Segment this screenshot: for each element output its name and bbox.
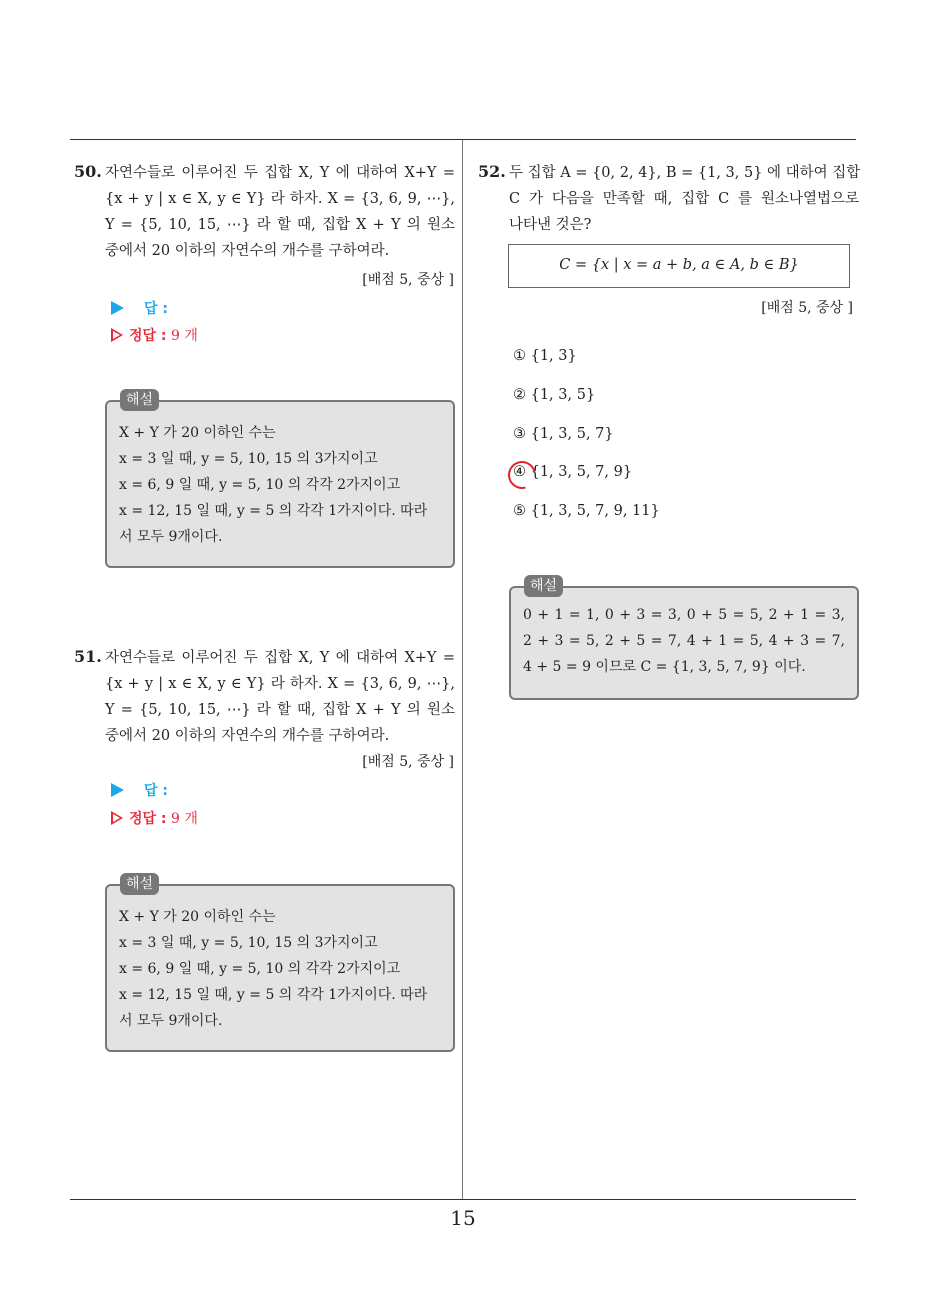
correct-label: 정답 :: [129, 328, 167, 344]
question-number: 52.: [478, 162, 506, 181]
solution-lines: [523, 602, 845, 680]
correct-answer-row: [111, 325, 198, 345]
footer-rule: [70, 1199, 856, 1200]
solution-box: [105, 884, 455, 1052]
page-number: 15: [450, 1206, 476, 1230]
selected-answer-circle: [503, 456, 541, 494]
score-difficulty: [배점 5, 중상 ]: [362, 754, 454, 770]
choice-1[interactable]: ① {1, 3}: [513, 348, 577, 364]
answer-row: [111, 780, 168, 800]
question-text: [105, 160, 455, 264]
condition-box: C = {x | x = a + b, a ∈ A, b ∈ B}: [508, 244, 850, 288]
question-number: 50.: [74, 162, 102, 181]
question-line: 두 집합 A = {0, 2, 4}, B = {1, 3, 5} 에 대하여 집합: [509, 165, 861, 181]
play-icon: [111, 783, 124, 797]
question-line: 중에서 20 이하의 자연수의 개수를 구하여라.: [105, 243, 390, 259]
header-rule: [70, 139, 856, 140]
solution-line: 2 + 3 = 5, 2 + 5 = 7, 4 + 1 = 5, 4 + 3 = 7,: [523, 633, 845, 649]
solution-lines: [119, 420, 441, 550]
solution-lines: [119, 904, 441, 1034]
question-line: {x + y | x ∈ X, y ∈ Y} 라 하자. X = {3, 6, 9, ⋯},: [105, 676, 455, 692]
solution-line: 4 + 5 = 9 이므로 C = {1, 3, 5, 7, 9} 이다.: [523, 659, 806, 675]
solution-tag: 해설: [120, 389, 159, 411]
solution-line: x = 12, 15 일 때, y = 5 의 각각 1가지이다. 따라: [119, 503, 428, 519]
choice-5[interactable]: ⑤ {1, 3, 5, 7, 9, 11}: [513, 503, 660, 519]
correct-value: 9 개: [170, 811, 198, 827]
solution-line: x = 6, 9 일 때, y = 5, 10 의 각각 2가지이고: [119, 961, 401, 977]
question-line: Y = {5, 10, 15, ⋯} 라 할 때, 집합 X + Y 의 원소: [105, 217, 455, 233]
outline-triangle-icon: [111, 328, 123, 342]
question-line: {x + y | x ∈ X, y ∈ Y} 라 하자. X = {3, 6, 9, ⋯},: [105, 191, 455, 207]
correct-value: 9 개: [170, 328, 198, 344]
question-line: 자연수들로 이루어진 두 집합 X, Y 에 대하여 X+Y =: [105, 650, 455, 666]
solution-line: 서 모두 9개이다.: [119, 1013, 223, 1029]
question-text: [105, 645, 455, 749]
question-line: 자연수들로 이루어진 두 집합 X, Y 에 대하여 X+Y =: [105, 165, 455, 181]
choice-2[interactable]: ② {1, 3, 5}: [513, 387, 596, 403]
solution-line: x = 3 일 때, y = 5, 10, 15 의 3가지이고: [119, 935, 378, 951]
solution-line: X + Y 가 20 이하인 수는: [119, 425, 276, 441]
answer-row: [111, 298, 168, 318]
column-divider: [462, 140, 463, 1200]
solution-tag: 해설: [120, 873, 159, 895]
score-difficulty: [배점 5, 중상 ]: [362, 272, 454, 288]
score-difficulty: [배점 5, 중상 ]: [761, 300, 853, 316]
question-line: Y = {5, 10, 15, ⋯} 라 할 때, 집합 X + Y 의 원소: [105, 702, 455, 718]
solution-tag: 해설: [524, 575, 563, 597]
question-line: 중에서 20 이하의 자연수의 개수를 구하여라.: [105, 728, 390, 744]
question-number: 51.: [74, 647, 102, 666]
play-icon: [111, 301, 124, 315]
question-line: C 가 다음을 만족할 때, 집합 C 를 원소나열법으로: [509, 191, 859, 207]
solution-line: 0 + 1 = 1, 0 + 3 = 3, 0 + 5 = 5, 2 + 1 = 3,: [523, 607, 845, 623]
solution-line: x = 3 일 때, y = 5, 10, 15 의 3가지이고: [119, 451, 378, 467]
correct-label: 정답 :: [129, 811, 167, 827]
solution-box: [105, 400, 455, 568]
solution-box: [509, 586, 859, 700]
choice-4[interactable]: ④ {1, 3, 5, 7, 9}: [513, 464, 633, 480]
answer-label: 답 :: [144, 783, 168, 799]
solution-line: X + Y 가 20 이하인 수는: [119, 909, 276, 925]
answer-label: 답 :: [144, 301, 168, 317]
solution-line: x = 6, 9 일 때, y = 5, 10 의 각각 2가지이고: [119, 477, 401, 493]
solution-line: x = 12, 15 일 때, y = 5 의 각각 1가지이다. 따라: [119, 987, 428, 1003]
outline-triangle-icon: [111, 811, 123, 825]
choice-3[interactable]: ③ {1, 3, 5, 7}: [513, 426, 614, 442]
question-text: [509, 160, 859, 238]
solution-line: 서 모두 9개이다.: [119, 529, 223, 545]
correct-answer-row: [111, 808, 198, 828]
question-line: 나타낸 것은?: [509, 217, 592, 233]
